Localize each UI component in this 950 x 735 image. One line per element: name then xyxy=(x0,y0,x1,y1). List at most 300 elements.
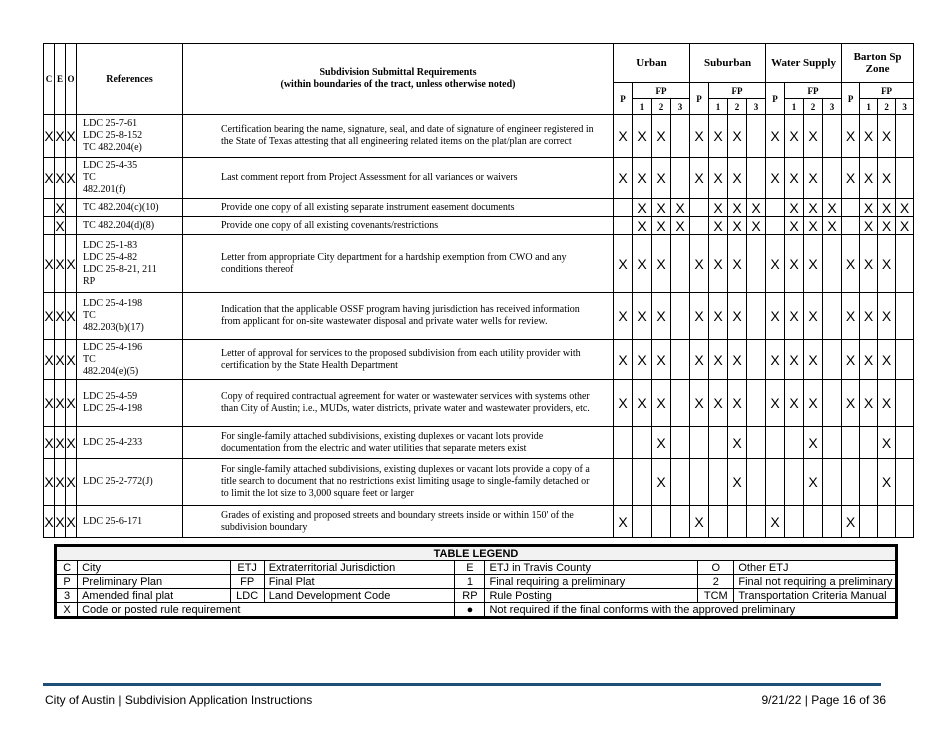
fp-header: FP xyxy=(785,83,842,99)
requirement-mark xyxy=(896,506,914,538)
requirement-mark xyxy=(842,199,860,217)
requirement-mark xyxy=(896,235,914,293)
reference-line: LDC 25-4-59 xyxy=(83,391,138,402)
reference-line: TC xyxy=(83,310,96,321)
ceo-mark: X xyxy=(55,217,65,234)
requirement-mark: X xyxy=(878,199,896,217)
requirement-mark xyxy=(878,506,896,538)
ceo-mark: X xyxy=(44,293,55,340)
requirement-mark xyxy=(823,293,842,340)
requirement-mark xyxy=(896,459,914,506)
fp-sub-header: 1 xyxy=(633,99,652,115)
requirement-mark xyxy=(747,158,766,199)
reference-line: RP xyxy=(83,275,96,287)
requirement-mark: X xyxy=(614,506,633,538)
ceo-mark: X xyxy=(44,459,55,506)
requirement-mark xyxy=(747,115,766,158)
requirement-mark xyxy=(804,506,823,538)
requirement-description: For single-family attached subdivisions, existing duplexes or vacant lots provide a copy of a title search to document that no restrictions exist limiting usage to single-family detached or to limit the lot size to 3,000 square feet or larger xyxy=(183,459,614,506)
ceo-mark: X xyxy=(66,459,77,506)
requirement-mark: X xyxy=(709,115,728,158)
requirement-mark: X xyxy=(804,217,823,235)
requirement-mark: X xyxy=(842,380,860,427)
requirement-mark: X xyxy=(766,115,785,158)
requirement-mark: X xyxy=(728,380,747,427)
ceo-mark xyxy=(44,217,55,235)
requirements-header-line1: Subdivision Submittal Requirements xyxy=(319,67,477,78)
requirement-mark: X xyxy=(728,459,747,506)
reference-line: LDC 25-4-198 xyxy=(83,298,143,309)
fp-header: FP xyxy=(709,83,766,99)
fp-sub-header: 2 xyxy=(652,99,671,115)
footer-page-info: 9/21/22 | Page 16 of 36 xyxy=(761,693,886,707)
fp-sub-header: 2 xyxy=(728,99,747,115)
requirement-mark xyxy=(785,427,804,459)
legend-code: P xyxy=(56,575,78,589)
requirement-mark: X xyxy=(633,380,652,427)
requirement-mark xyxy=(633,459,652,506)
requirement-mark: X xyxy=(842,293,860,340)
ceo-mark: X xyxy=(66,380,77,427)
requirement-mark: X xyxy=(785,293,804,340)
requirement-mark: X xyxy=(896,199,914,217)
requirement-mark xyxy=(614,427,633,459)
fp-sub-header: 3 xyxy=(747,99,766,115)
requirement-mark: X xyxy=(804,235,823,293)
ceo-mark: X xyxy=(55,506,66,538)
requirement-mark xyxy=(860,506,878,538)
legend-code: ETJ xyxy=(230,561,264,575)
requirement-mark: X xyxy=(747,217,766,235)
table-row xyxy=(44,293,914,340)
requirement-mark xyxy=(823,380,842,427)
requirement-mark: X xyxy=(728,293,747,340)
requirement-mark xyxy=(747,293,766,340)
requirement-mark: X xyxy=(878,340,896,380)
requirement-mark xyxy=(633,427,652,459)
reference-line: LDC 25-4-233 xyxy=(83,436,143,448)
requirement-mark xyxy=(766,199,785,217)
legend-meaning: Preliminary Plan xyxy=(78,575,231,589)
requirement-mark: X xyxy=(652,199,671,217)
requirement-mark: X xyxy=(690,158,709,199)
ceo-mark: X xyxy=(44,427,55,459)
requirement-mark xyxy=(709,427,728,459)
legend-code: TCM xyxy=(698,589,734,603)
reference-line: TC xyxy=(83,353,96,365)
requirement-description: Certification bearing the name, signature, seal, and date of signature of engineer registered in the State of Texas attesting that all engineering related items on the plat/plan are correct xyxy=(183,115,614,158)
legend-code: C xyxy=(56,561,78,575)
requirement-mark: X xyxy=(690,380,709,427)
p-header: P xyxy=(766,83,785,115)
legend-meaning: Code or posted rule requirement xyxy=(78,603,455,618)
requirement-mark: X xyxy=(614,158,633,199)
requirement-mark: X xyxy=(633,158,652,199)
ceo-mark: X xyxy=(44,380,55,427)
footer-document-title: City of Austin | Subdivision Application Instructions xyxy=(45,693,313,707)
ceo-mark: X xyxy=(66,235,77,293)
legend-row xyxy=(56,603,897,618)
requirement-mark xyxy=(747,380,766,427)
reference-line: LDC 25-2-772(J) xyxy=(83,476,153,487)
requirement-mark xyxy=(842,217,860,235)
p-header: P xyxy=(690,83,709,115)
requirement-mark: X xyxy=(614,115,633,158)
requirement-mark: X xyxy=(804,158,823,199)
ceo-mark: X xyxy=(55,293,66,340)
requirement-mark: X xyxy=(766,293,785,340)
requirement-mark: X xyxy=(709,199,728,217)
requirement-mark: X xyxy=(766,380,785,427)
ceo-mark: X xyxy=(44,158,55,199)
reference-cell xyxy=(77,217,183,235)
requirement-mark xyxy=(633,506,652,538)
legend-meaning: Not required if the final conforms with the approved preliminary xyxy=(485,603,897,618)
ceo-mark: X xyxy=(44,235,55,293)
requirement-mark: X xyxy=(652,115,671,158)
reference-cell xyxy=(77,158,183,199)
requirement-mark xyxy=(671,293,690,340)
reference-cell xyxy=(77,293,183,340)
fp-header: FP xyxy=(633,83,690,99)
legend-meaning: Land Development Code xyxy=(264,589,455,603)
group-water-supply: Water Supply xyxy=(766,44,842,83)
requirement-mark: X xyxy=(860,158,878,199)
requirement-mark xyxy=(823,115,842,158)
requirement-mark: X xyxy=(878,235,896,293)
reference-line: TC 482.204(d)(8) xyxy=(83,219,155,231)
requirement-description: Letter of approval for services to the proposed subdivision from each utility provider with certification by the State Health Department xyxy=(183,340,614,380)
requirement-mark xyxy=(785,459,804,506)
requirement-mark: X xyxy=(633,340,652,380)
requirement-mark: X xyxy=(878,427,896,459)
legend-code: 1 xyxy=(455,575,485,589)
references-header: References xyxy=(77,44,183,115)
legend-code: 3 xyxy=(56,589,78,603)
legend-meaning: Extraterritorial Jurisdiction xyxy=(264,561,455,575)
ceo-mark: X xyxy=(44,506,55,538)
requirement-mark xyxy=(747,506,766,538)
requirement-description: Letter from appropriate City department for a hardship exemption from CWO and any conditions thereof xyxy=(183,235,614,293)
requirement-mark: X xyxy=(785,115,804,158)
fp-sub-header: 1 xyxy=(709,99,728,115)
requirement-mark: X xyxy=(633,235,652,293)
legend-title: TABLE LEGEND xyxy=(56,546,897,561)
reference-cell xyxy=(77,199,183,217)
requirement-mark xyxy=(823,459,842,506)
requirement-mark: X xyxy=(878,459,896,506)
reference-line: LDC 25-1-83 xyxy=(83,239,138,251)
fp-sub-header: 3 xyxy=(823,99,842,115)
requirement-mark: X xyxy=(785,380,804,427)
legend-meaning: Transportation Criteria Manual xyxy=(734,589,897,603)
requirement-mark xyxy=(671,506,690,538)
legend-meaning: Final not requiring a preliminary xyxy=(734,575,897,589)
requirement-mark xyxy=(709,459,728,506)
requirement-mark: X xyxy=(804,427,823,459)
requirement-mark: X xyxy=(614,235,633,293)
table-legend xyxy=(54,544,898,619)
requirement-mark xyxy=(690,217,709,235)
table-row xyxy=(44,427,914,459)
reference-cell xyxy=(77,115,183,158)
requirement-mark: X xyxy=(860,235,878,293)
requirement-mark: X xyxy=(842,506,860,538)
reference-line: LDC 25-7-61 xyxy=(83,118,138,129)
requirement-mark: X xyxy=(728,115,747,158)
ceo-mark xyxy=(44,199,55,217)
requirement-mark xyxy=(896,158,914,199)
requirement-mark xyxy=(690,199,709,217)
requirement-mark xyxy=(896,115,914,158)
requirement-mark: X xyxy=(671,217,690,235)
group-barton-sp-zone: Barton Sp Zone xyxy=(842,44,914,83)
requirement-mark xyxy=(671,235,690,293)
table-row xyxy=(44,340,914,380)
reference-line: LDC 25-4-198 xyxy=(83,403,143,414)
reference-line: LDC 25-8-152 xyxy=(83,130,143,141)
legend-code: LDC xyxy=(230,589,264,603)
requirement-mark: X xyxy=(614,380,633,427)
reference-cell xyxy=(77,235,183,293)
requirement-mark xyxy=(614,217,633,235)
requirement-mark: X xyxy=(878,158,896,199)
requirement-mark xyxy=(860,459,878,506)
requirement-mark: X xyxy=(728,235,747,293)
legend-meaning: City xyxy=(78,561,231,575)
requirement-mark xyxy=(614,199,633,217)
col-c-header: C xyxy=(44,44,55,115)
reference-cell xyxy=(77,340,183,380)
requirement-mark xyxy=(896,340,914,380)
requirement-mark: X xyxy=(878,115,896,158)
requirement-mark: X xyxy=(842,115,860,158)
requirement-mark xyxy=(896,293,914,340)
requirement-mark: X xyxy=(709,380,728,427)
table-row xyxy=(44,199,914,217)
requirement-mark: X xyxy=(614,293,633,340)
ceo-mark: X xyxy=(66,340,77,380)
requirement-mark: X xyxy=(633,217,652,235)
requirement-mark: X xyxy=(728,340,747,380)
reference-line: TC xyxy=(83,172,96,183)
reference-line: LDC 25-6-171 xyxy=(83,515,143,527)
ceo-mark: X xyxy=(55,199,65,216)
requirement-description: Provide one copy of all existing covenants/restrictions xyxy=(183,217,614,235)
reference-line: LDC 25-4-82 xyxy=(83,251,138,263)
requirement-mark: X xyxy=(785,158,804,199)
requirement-mark: X xyxy=(860,217,878,235)
fp-sub-header: 2 xyxy=(878,99,896,115)
ceo-mark: X xyxy=(55,158,66,199)
legend-code: FP xyxy=(230,575,264,589)
col-o-header: O xyxy=(66,44,77,115)
ceo-mark: X xyxy=(66,158,77,199)
legend-code: O xyxy=(698,561,734,575)
table-row xyxy=(44,380,914,427)
legend-meaning: Final Plat xyxy=(264,575,455,589)
ceo-mark: X xyxy=(55,459,66,506)
requirement-mark xyxy=(823,158,842,199)
legend-meaning: ETJ in Travis County xyxy=(485,561,698,575)
requirement-description: Copy of required contractual agreement for water or wastewater services with systems other than City of Austin; i.e., MUDs, water districts, private water and wastewater providers, etc. xyxy=(183,380,614,427)
requirement-mark xyxy=(823,340,842,380)
requirement-mark xyxy=(896,380,914,427)
requirement-mark: X xyxy=(747,199,766,217)
requirement-mark: X xyxy=(823,217,842,235)
requirement-mark: X xyxy=(785,217,804,235)
fp-sub-header: 1 xyxy=(860,99,878,115)
requirement-mark: X xyxy=(652,380,671,427)
requirement-mark: X xyxy=(804,293,823,340)
requirement-mark xyxy=(671,427,690,459)
requirement-mark: X xyxy=(709,340,728,380)
reference-cell xyxy=(77,506,183,538)
table-row xyxy=(44,506,914,538)
table-row xyxy=(44,115,914,158)
requirement-mark xyxy=(671,158,690,199)
legend-code: E xyxy=(455,561,485,575)
requirement-mark: X xyxy=(652,158,671,199)
requirement-mark: X xyxy=(633,293,652,340)
requirement-mark: X xyxy=(878,380,896,427)
reference-line: LDC 25-4-35 xyxy=(83,160,138,171)
fp-header: FP xyxy=(860,83,914,99)
requirement-mark xyxy=(614,459,633,506)
requirement-mark: X xyxy=(652,235,671,293)
requirement-mark: X xyxy=(860,115,878,158)
ceo-mark xyxy=(66,199,77,217)
requirement-description: Last comment report from Project Assessment for all variances or waivers xyxy=(183,158,614,199)
requirement-mark: X xyxy=(766,506,785,538)
requirement-mark: X xyxy=(860,340,878,380)
requirement-mark: X xyxy=(896,217,914,235)
requirement-mark: X xyxy=(690,115,709,158)
requirement-mark xyxy=(690,459,709,506)
requirement-mark: X xyxy=(709,235,728,293)
requirement-mark xyxy=(671,459,690,506)
requirement-mark: X xyxy=(614,340,633,380)
ceo-mark: X xyxy=(55,235,66,293)
ceo-mark: X xyxy=(55,115,66,158)
requirement-mark: X xyxy=(766,235,785,293)
reference-cell xyxy=(77,380,183,427)
reference-line: TC 482.204(e) xyxy=(83,142,142,153)
requirement-mark xyxy=(671,380,690,427)
reference-line: 482.204(e)(5) xyxy=(83,365,139,377)
requirement-mark: X xyxy=(878,217,896,235)
requirement-mark: X xyxy=(785,199,804,217)
reference-line: TC 482.204(c)(10) xyxy=(83,201,159,213)
requirement-mark: X xyxy=(842,235,860,293)
bullet-icon: ● xyxy=(455,603,485,618)
fp-sub-header: 1 xyxy=(785,99,804,115)
requirement-mark: X xyxy=(804,459,823,506)
footer-divider xyxy=(43,683,881,686)
fp-sub-header: 2 xyxy=(804,99,823,115)
requirement-mark xyxy=(747,235,766,293)
requirement-mark: X xyxy=(823,199,842,217)
table-row xyxy=(44,235,914,293)
legend-meaning: Amended final plat xyxy=(78,589,231,603)
requirement-description: Grades of existing and proposed streets and boundary streets inside or within 150' of the subdivision boundary xyxy=(183,506,614,538)
requirement-mark: X xyxy=(785,235,804,293)
requirement-mark: X xyxy=(766,158,785,199)
ceo-mark: X xyxy=(66,115,77,158)
requirements-header xyxy=(183,44,614,115)
legend-code: X xyxy=(56,603,78,618)
requirement-mark: X xyxy=(804,340,823,380)
requirement-mark: X xyxy=(785,340,804,380)
requirement-mark xyxy=(747,459,766,506)
ceo-mark: X xyxy=(66,293,77,340)
requirement-mark: X xyxy=(652,217,671,235)
requirement-mark: X xyxy=(690,293,709,340)
requirement-mark xyxy=(842,459,860,506)
requirement-mark: X xyxy=(842,340,860,380)
requirement-mark xyxy=(690,427,709,459)
requirement-mark xyxy=(823,506,842,538)
legend-meaning: Rule Posting xyxy=(485,589,698,603)
requirement-mark: X xyxy=(878,293,896,340)
requirement-mark: X xyxy=(690,235,709,293)
requirement-mark xyxy=(842,427,860,459)
requirement-description: Indication that the applicable OSSF program having jurisdiction has received information from applicant for on-site wastewater disposal and private water wells for review. xyxy=(183,293,614,340)
legend-row xyxy=(56,589,897,603)
ceo-mark: X xyxy=(66,506,77,538)
fp-sub-header: 3 xyxy=(896,99,914,115)
requirement-mark: X xyxy=(860,293,878,340)
ceo-mark: X xyxy=(55,340,66,380)
requirement-mark xyxy=(766,459,785,506)
legend-code: RP xyxy=(455,589,485,603)
requirement-mark: X xyxy=(766,340,785,380)
requirement-mark xyxy=(671,340,690,380)
ceo-mark xyxy=(66,217,77,235)
requirement-mark: X xyxy=(860,380,878,427)
table-row xyxy=(44,459,914,506)
requirement-mark: X xyxy=(709,293,728,340)
requirement-mark: X xyxy=(728,217,747,235)
requirement-mark: X xyxy=(633,115,652,158)
requirement-mark: X xyxy=(804,199,823,217)
requirement-mark xyxy=(747,427,766,459)
requirement-mark xyxy=(823,427,842,459)
group-suburban: Suburban xyxy=(690,44,766,83)
fp-sub-header: 3 xyxy=(671,99,690,115)
legend-meaning: Other ETJ xyxy=(734,561,897,575)
requirement-mark: X xyxy=(709,158,728,199)
reference-line: 482.203(b)(17) xyxy=(83,322,144,333)
table-row xyxy=(44,158,914,199)
requirement-mark xyxy=(823,235,842,293)
legend-meaning: Final requiring a preliminary xyxy=(485,575,698,589)
requirement-mark xyxy=(860,427,878,459)
reference-cell xyxy=(77,459,183,506)
requirement-mark xyxy=(785,506,804,538)
requirement-description: Provide one copy of all existing separate instrument easement documents xyxy=(183,199,614,217)
group-urban: Urban xyxy=(614,44,690,83)
ceo-mark: X xyxy=(55,380,66,427)
requirement-mark: X xyxy=(671,199,690,217)
requirement-mark: X xyxy=(690,340,709,380)
requirement-mark: X xyxy=(842,158,860,199)
table-row xyxy=(44,217,914,235)
ceo-mark: X xyxy=(55,427,66,459)
reference-cell xyxy=(77,427,183,459)
requirement-mark: X xyxy=(652,293,671,340)
requirement-mark: X xyxy=(728,158,747,199)
